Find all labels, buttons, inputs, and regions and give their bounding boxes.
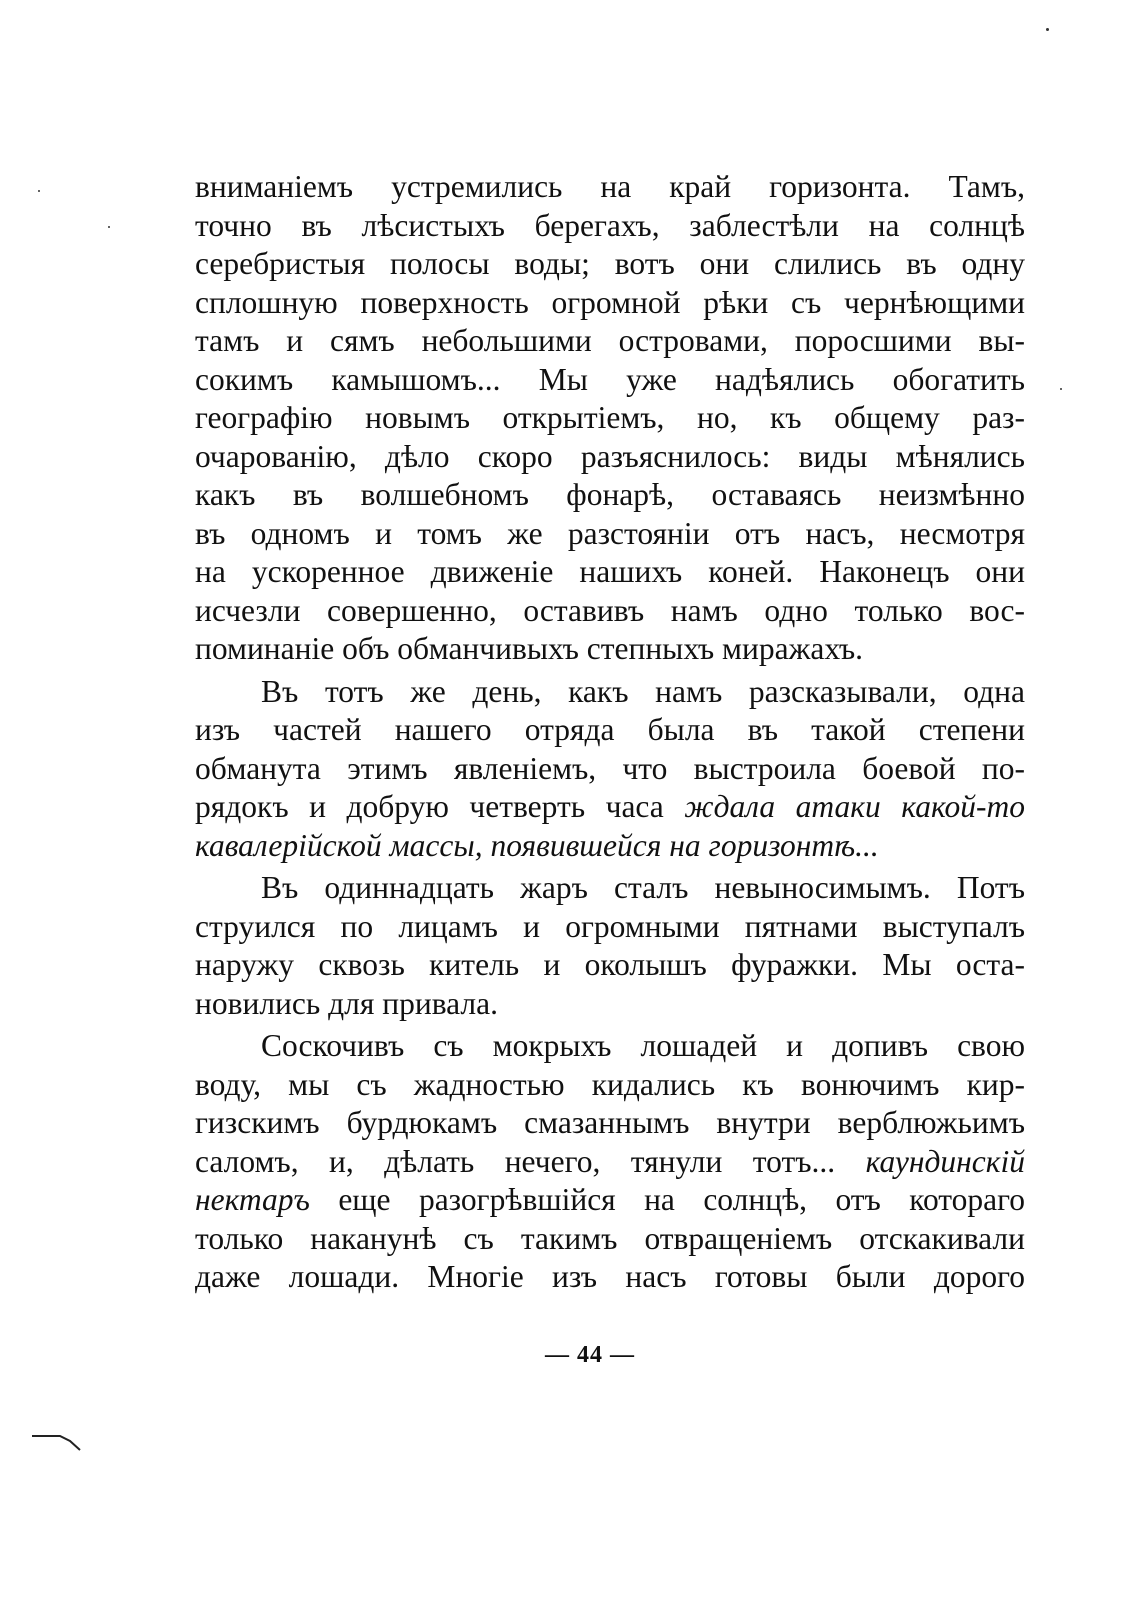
paragraph-1: [195, 168, 1025, 669]
italic-emphasis: каундинскій: [865, 1143, 1025, 1179]
page-number: — 44 —: [545, 1342, 635, 1368]
text-line: [195, 1181, 1025, 1220]
text-line: въ одномъ и томъ же разстояніи отъ насъ, несмотря: [195, 515, 1025, 551]
scan-speck: [1060, 388, 1062, 390]
text-line: только наканунѣ съ такимъ отвращеніемъ отскакивали: [195, 1220, 1025, 1256]
italic-emphasis: ждала атаки какой-то: [684, 789, 1025, 824]
text-line: поминаніе объ обманчивыхъ степныхъ миражахъ.: [195, 631, 864, 666]
text-line: [195, 788, 1025, 827]
text-line: [195, 1143, 1025, 1182]
text-line: Соскочивъ съ мокрыхъ лошадей и допивъ свою: [261, 1028, 1025, 1063]
text-line: новились для привала.: [195, 985, 499, 1021]
text-line: даже лошади. Многіе изъ насъ готовы были дорого: [195, 1259, 1025, 1294]
text-line: на ускоренное движеніе нашихъ коней. Наконецъ они: [195, 554, 1025, 589]
paragraph-3: [195, 869, 1025, 1023]
text-line: сокимъ камышомъ... Мы уже надѣялись обогатить: [195, 361, 1025, 397]
page-body-text: [195, 168, 1025, 1297]
text-span: рядокъ и добрую четверть часа: [195, 789, 685, 824]
text-line: наружу сквозь китель и околышъ фуражки. Мы оста-: [195, 947, 1025, 982]
text-line: точно въ лѣсистыхъ берегахъ, заблестѣли на солнцѣ: [195, 207, 1025, 243]
scan-scratch-mark: [30, 1432, 82, 1452]
scan-speck: [38, 190, 40, 192]
scan-speck: [1046, 28, 1049, 31]
text-line: Въ одиннадцать жаръ сталъ невыносимымъ. Потъ: [261, 870, 1025, 905]
text-line: очарованію, дѣло скоро разъяснилось: виды мѣнялись: [195, 438, 1025, 474]
italic-emphasis: кавалерійской массы, появившейся на горизонтѣ...: [195, 827, 879, 863]
text-line: географію новымъ открытіемъ, но, къ общему раз-: [195, 400, 1025, 435]
text-line: изъ частей нашего отряда была въ такой степени: [195, 712, 1025, 747]
paragraph-2: [195, 673, 1025, 866]
paragraph-4: [195, 1027, 1025, 1297]
text-line: обманута этимъ явленіемъ, что выстроила боевой по-: [195, 750, 1025, 786]
text-line: гизскимъ бурдюкамъ смазаннымъ внутри верблюжьимъ: [195, 1105, 1025, 1140]
text-line: Въ тотъ же день, какъ намъ разсказывали, одна: [261, 673, 1025, 709]
text-line: сплошную поверхность огромной рѣки съ чернѣющими: [195, 284, 1025, 320]
text-line: вниманіемъ устремились на край горизонта. Тамъ,: [195, 169, 1025, 204]
text-line: струился по лицамъ и огромными пятнами выступалъ: [195, 908, 1025, 944]
text-span: саломъ, и, дѣлать нечего, тянули тотъ...: [195, 1143, 866, 1179]
text-line: воду, мы съ жадностью кидались къ вонючимъ кир-: [195, 1066, 1025, 1102]
text-line: тамъ и сямъ небольшими островами, поросшими вы-: [195, 323, 1025, 358]
text-line: серебристыя полосы воды; вотъ они слились въ одну: [195, 246, 1025, 281]
scan-speck: [108, 226, 110, 228]
text-line: исчезли совершенно, оставивъ намъ одно только вос-: [195, 592, 1025, 628]
italic-emphasis: нектаръ: [195, 1182, 310, 1217]
text-line: [195, 827, 1025, 866]
text-line: какъ въ волшебномъ фонарѣ, оставаясь неизмѣнно: [195, 477, 1025, 512]
text-span: еще разогрѣвшійся на солнцѣ, отъ котораго: [309, 1182, 1025, 1217]
